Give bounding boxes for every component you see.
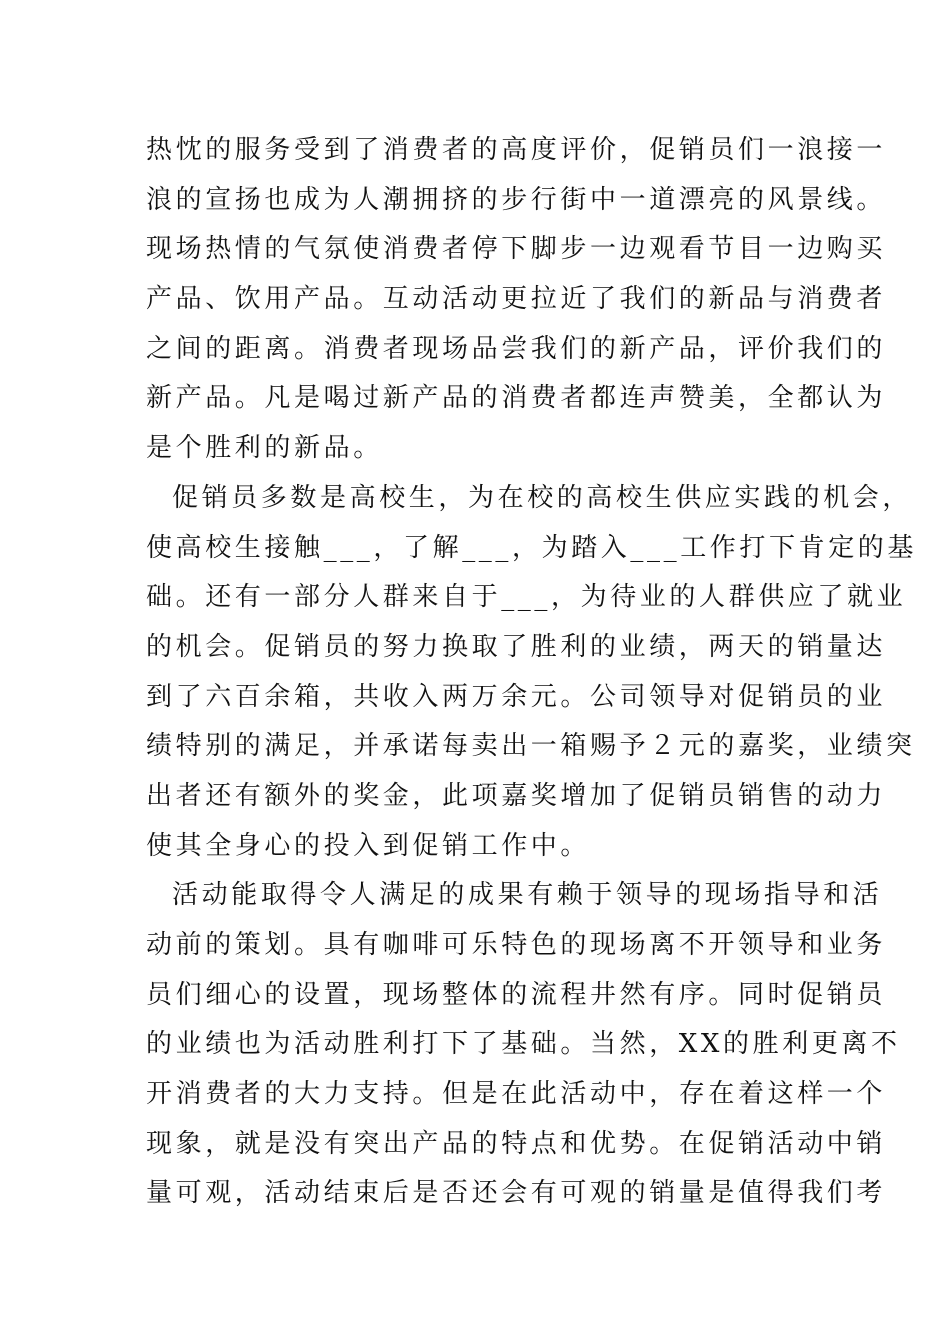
- text-line: 量可观，活动结束后是否还会有可观的销量是值得我们考: [146, 1178, 887, 1209]
- text-line: 是个胜利的新品。: [146, 433, 383, 464]
- text-line: 热忱的服务受到了消费者的高度评价，促销员们一浪接一: [146, 135, 887, 165]
- text-line: 的机会。促销员的努力换取了胜利的业绩，两天的销量达: [146, 631, 887, 662]
- text-line: 的业绩也为活动胜利打下了基础。当然，XX的胜利更离不: [146, 1029, 901, 1060]
- text-line: 使高校生接触___，了解___，为踏入___工作打下肯定的基: [146, 532, 918, 563]
- body-text: [146, 126, 918, 1219]
- text-line: 使其全身心的投入到促销工作中。: [146, 830, 591, 861]
- text-line: 础。还有一部分人群来自于___，为待业的人群供应了就业: [146, 582, 907, 613]
- text-line: 产品、饮用产品。互动活动更拉近了我们的新品与消费者: [146, 284, 887, 315]
- paragraph-first-line: 促销员多数是高校生，为在校的高校生供应实践的机会，: [172, 482, 913, 513]
- text-line: 之间的距离。消费者现场品尝我们的新产品，评价我们的: [146, 333, 887, 364]
- text-line: 现象，就是没有突出产品的特点和优势。在促销活动中销: [146, 1128, 887, 1159]
- text-line: 员们细心的设置，现场整体的流程井然有序。同时促销员: [146, 979, 887, 1010]
- text-line: 动前的策划。具有咖啡可乐特色的现场离不开领导和业务: [146, 930, 887, 960]
- paragraph-first-line: 活动能取得令人满足的成果有赖于领导的现场指导和活: [172, 880, 883, 911]
- text-line: 现场热情的气氛使消费者停下脚步一边观看节目一边购买: [146, 234, 887, 265]
- text-line: 开消费者的大力支持。但是在此活动中，存在着这样一个: [146, 1079, 887, 1110]
- text-line: 绩特别的满足，并承诺每卖出一箱赐予２元的嘉奖，业绩突: [146, 731, 916, 762]
- text-line: 新产品。凡是喝过新产品的消费者都连声赞美，全都认为: [146, 383, 887, 414]
- text-line: 出者还有额外的奖金，此项嘉奖增加了促销员销售的动力: [146, 780, 887, 811]
- text-line: 到了六百余箱，共收入两万余元。公司领导对促销员的业: [146, 681, 887, 712]
- text-line: 浪的宣扬也成为人潮拥挤的步行街中一道漂亮的风景线。: [146, 184, 887, 215]
